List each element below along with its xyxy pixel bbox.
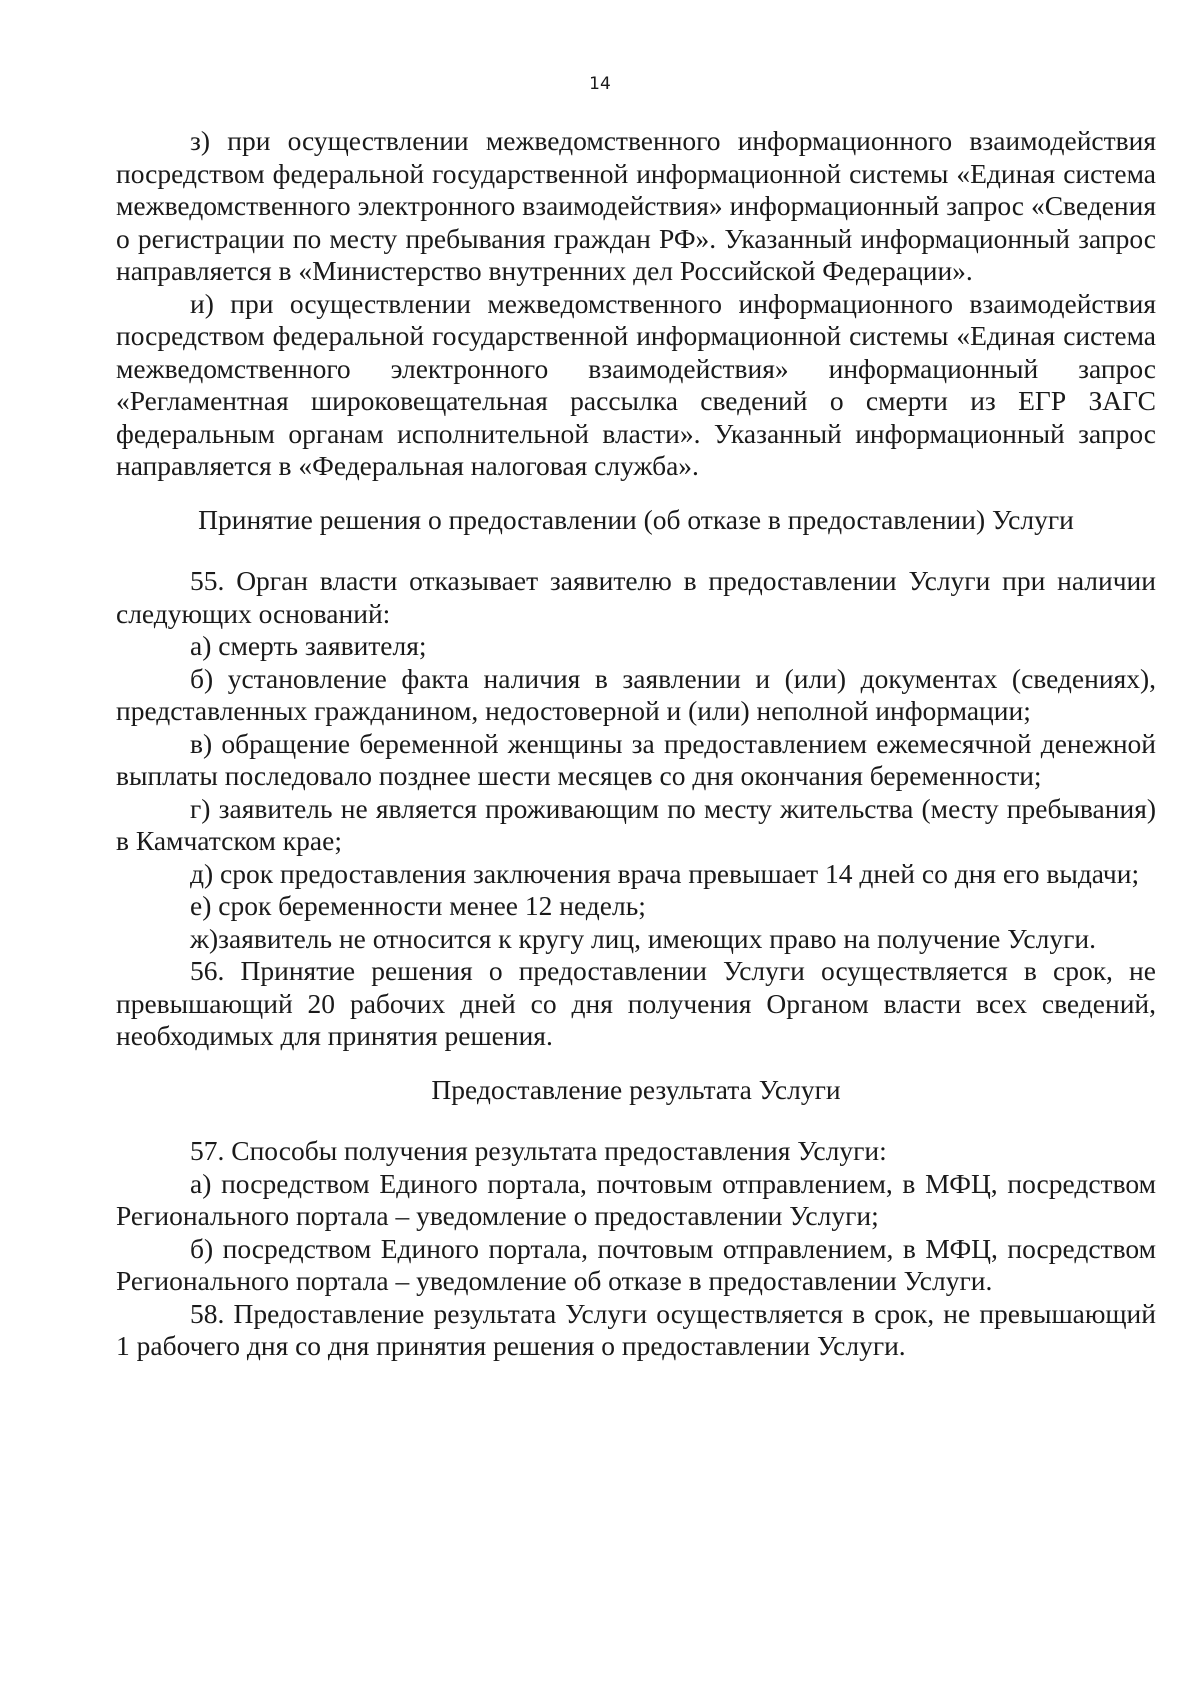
list-item-57b: б) посредством Единого портала, почтовым отправлением, в МФЦ, посредством Регионального портала – уведомление об отказе в предоставлении Услуги.	[116, 1232, 1156, 1296]
paragraph-z: з) при осуществлении межведомственного информационного взаимодействия посредством федеральной государственной информационной системы «Единая система межведомственного электронного взаимодействия» информационный запрос «Сведения о регистрации по месту пребывания граждан РФ». Указанный информационный запрос направляется в «Министерство внутренних дел Российской Федерации».	[116, 125, 1156, 286]
paragraph-57: 57. Способы получения результата предоставления Услуги:	[190, 1135, 887, 1166]
list-item-zh: ж)заявитель не относится к кругу лиц, имеющих право на получение Услуги.	[190, 922, 1096, 954]
list-item-57a: а) посредством Единого портала, почтовым отправлением, в МФЦ, посредством Регионального портала – уведомление о предоставлении Услуги;	[116, 1167, 1156, 1231]
paragraph-55: 55. Орган власти отказывает заявителю в предоставлении Услуги при наличии следующих оснований:	[116, 565, 1156, 629]
page-number: 14	[589, 74, 611, 94]
paragraph-56: 56. Принятие решения о предоставлении Услуги осуществляется в срок, не превышающий 20 рабочих дней со дня получения Органом власти всех сведений, необходимых для принятия решения.	[116, 955, 1156, 1051]
section-heading-decision: Принятие решения о предоставлении (об отказе в предоставлении) Услуги	[198, 503, 1074, 535]
list-item-d: д) срок предоставления заключения врача превышает 14 дней со дня его выдачи;	[190, 857, 1140, 889]
list-item-v: в) обращение беременной женщины за предоставлением ежемесячной денежной выплаты последовало позднее шести месяцев со дня окончания беременности;	[116, 727, 1156, 791]
section-heading-result: Предоставление результата Услуги	[431, 1073, 841, 1105]
list-item-a: а) смерть заявителя;	[190, 630, 427, 661]
list-item-e: е) срок беременности менее 12 недель;	[190, 890, 646, 921]
paragraph-58: 58. Предоставление результата Услуги осуществляется в срок, не превышающий 1 рабочего дня со дня принятия решения о предоставлении Услуги.	[116, 1297, 1156, 1361]
list-item-g: г) заявитель не является проживающим по месту жительства (месту пребывания) в Камчатском крае;	[116, 792, 1156, 856]
document-body	[116, 125, 1156, 1363]
list-item-b: б) установление факта наличия в заявлении и (или) документах (сведениях), представленных гражданином, недостоверной и (или) неполной информации;	[116, 662, 1156, 726]
paragraph-i: и) при осуществлении межведомственного информационного взаимодействия посредством федеральной государственной информационной системы «Единая система межведомственного электронного взаимодействия» информационный запрос «Регламентная широковещательная рассылка сведений о смерти из ЕГР ЗАГС федеральным органам исполнительной власти». Указанный информационный запрос направляется в «Федеральная налоговая служба».	[116, 287, 1156, 481]
